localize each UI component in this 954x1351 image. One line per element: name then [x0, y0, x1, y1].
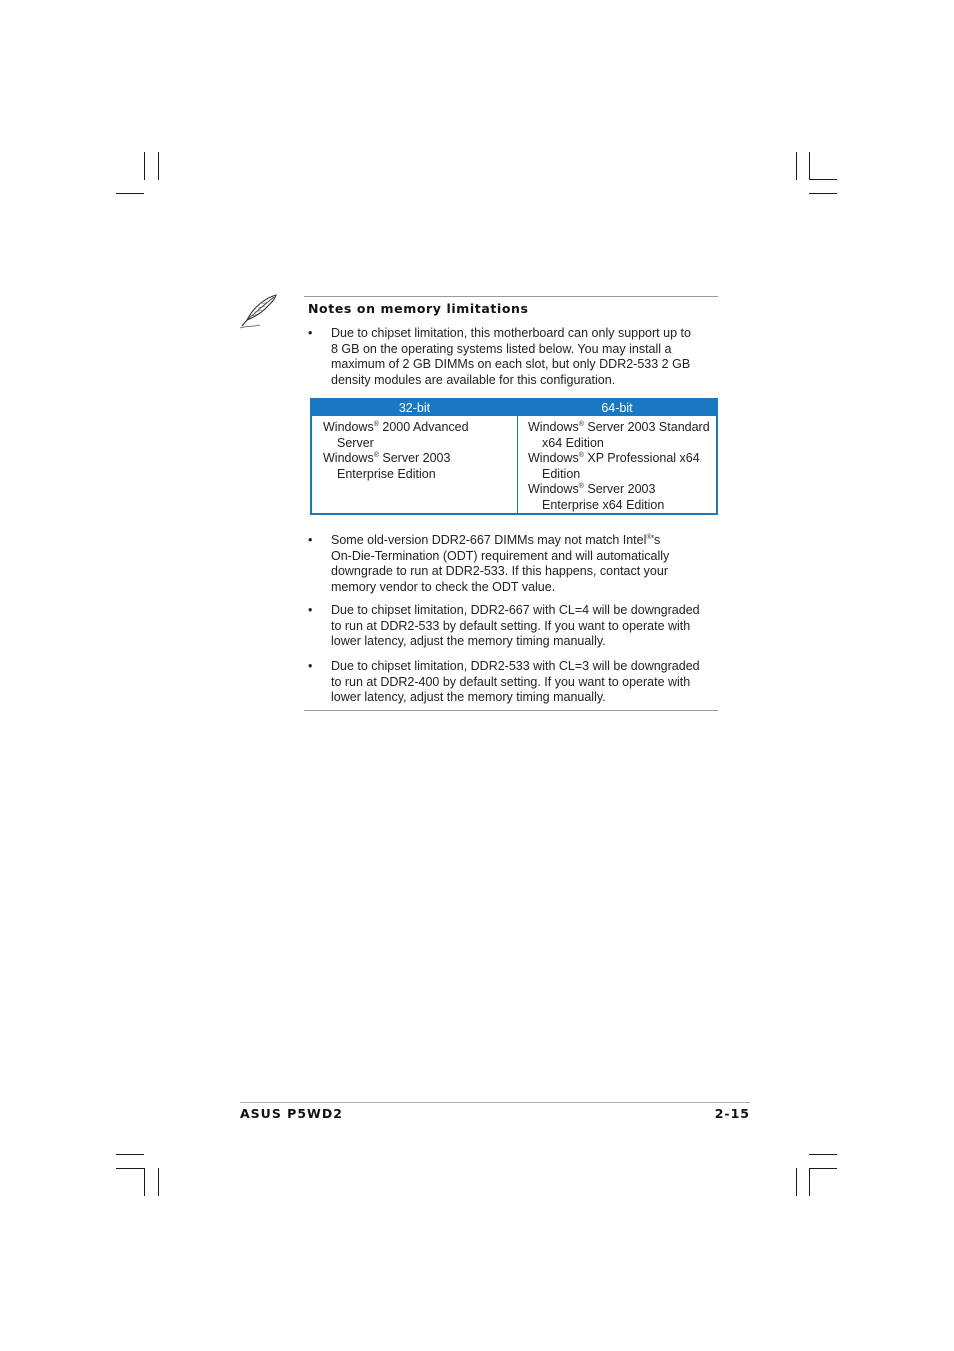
crop-mark — [158, 1168, 159, 1196]
crop-mark — [809, 193, 837, 194]
footer-page-number: 2-15 — [714, 1106, 750, 1121]
os-entry: Windows® XP Professional x64 Edition — [528, 451, 700, 481]
crop-mark — [158, 152, 159, 180]
table-header — [312, 400, 716, 416]
crop-mark — [809, 1168, 810, 1196]
column-header-64bit: 64-bit — [601, 401, 633, 415]
footer-rule — [240, 1102, 750, 1103]
column-divider — [517, 416, 518, 513]
os-entry: Windows® Server 2003 Standard x64 Edition — [528, 420, 710, 450]
bullet-dot: • — [308, 603, 313, 617]
bullet-dot: • — [308, 533, 313, 547]
crop-mark — [116, 1168, 144, 1169]
note-title: Notes on memory limitations — [308, 301, 529, 316]
bullet-text: Some old-version DDR2-667 DIMMs may not match Intel®'s On-Die-Termination (ODT) requirement and will automatically downgrade to run at DDR2-533. If this happens, contact your memory vendor to check the ODT value. — [331, 533, 670, 594]
cell-32bit — [323, 420, 513, 482]
crop-mark — [144, 152, 145, 180]
crop-mark — [116, 193, 144, 194]
crop-mark — [809, 1154, 837, 1155]
crop-mark — [144, 1168, 145, 1196]
column-header-32bit: 32-bit — [398, 401, 431, 415]
crop-mark — [796, 1168, 797, 1196]
crop-mark — [809, 179, 837, 180]
os-support-table — [310, 398, 718, 515]
os-entry: Windows® Server 2003 Enterprise Edition — [323, 451, 451, 481]
os-entry: Windows® Server 2003 Enterprise x64 Edition — [528, 482, 665, 512]
crop-mark — [809, 152, 810, 180]
note-bullet — [308, 659, 718, 707]
crop-mark — [116, 1154, 144, 1155]
quill-pen-icon — [238, 292, 280, 332]
cell-64bit — [528, 420, 720, 513]
bullet-text: Due to chipset limitation, this motherboard can only support up to 8 GB on the operating systems listed below. You may install a maximum of 2 GB DIMMs on each slot, but only DDR2-533 2 GB density modules are available for this configuration. — [331, 326, 691, 387]
note-bullet — [308, 603, 718, 651]
crop-mark — [809, 1168, 837, 1169]
note-bullet — [308, 533, 718, 597]
footer-product-name: ASUS P5WD2 — [240, 1106, 343, 1121]
bullet-dot: • — [308, 659, 313, 673]
os-entry: Windows® 2000 Advanced Server — [323, 420, 469, 450]
bullet-dot: • — [308, 326, 313, 340]
note-top-rule — [304, 296, 718, 297]
bullet-text: Due to chipset limitation, DDR2-533 with CL=3 will be downgraded to run at DDR2-400 by default setting. If you want to operate with lower latency, adjust the memory timing manually. — [331, 659, 700, 704]
crop-mark — [796, 152, 797, 180]
note-bullet — [308, 326, 718, 390]
note-bottom-rule — [304, 710, 718, 711]
bullet-text: Due to chipset limitation, DDR2-667 with CL=4 will be downgraded to run at DDR2-533 by default setting. If you want to operate with lower latency, adjust the memory timing manually. — [331, 603, 700, 648]
